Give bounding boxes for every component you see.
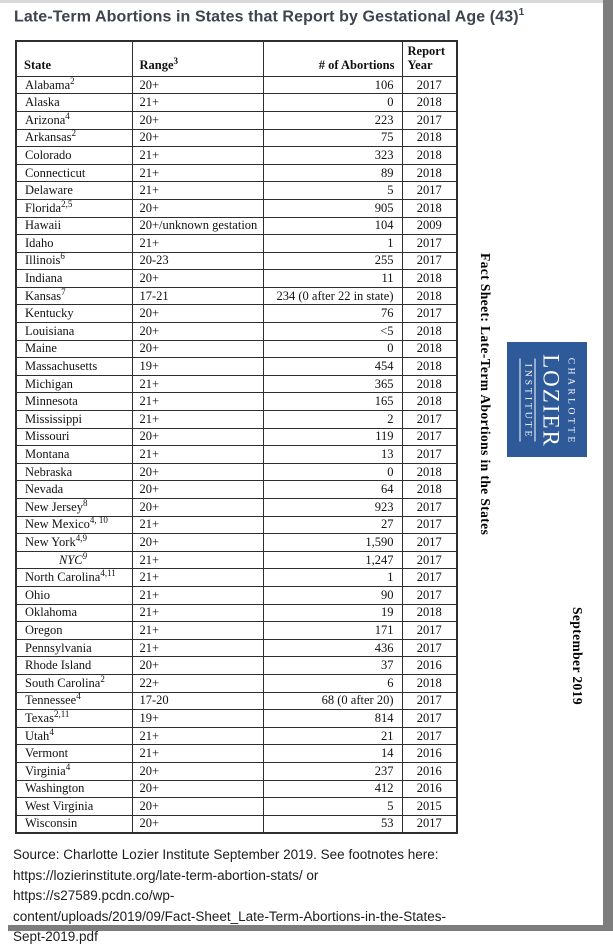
page-title <box>14 7 574 26</box>
state-cell: Texas$^{2,11}$ <box>16 710 132 728</box>
state-cell: NYC$^9$ <box>16 551 132 569</box>
page-title-footnote: 1 <box>518 7 525 18</box>
state-footnote: 4 <box>49 726 54 737</box>
range-cell: 21+ <box>132 164 263 182</box>
table-row <box>16 551 457 569</box>
report-year-cell: 2017 <box>402 111 457 129</box>
range-cell: 21+ <box>132 639 263 657</box>
table-row <box>16 217 457 235</box>
state-cell: Massachusetts <box>16 358 132 376</box>
state-footnote: 4 <box>65 761 71 772</box>
abortions-cell: 64 <box>263 481 402 499</box>
vertical-fact-sheet-title: Fact Sheet: Late-Term Abortions in the States <box>478 253 493 536</box>
state-footnote: 2 <box>70 75 75 86</box>
header-range-text: Range <box>139 57 174 72</box>
table-header-row <box>16 41 457 76</box>
charlotte-lozier-logo-text <box>507 342 587 457</box>
report-year-cell: 2018 <box>402 463 457 481</box>
table-row <box>16 358 457 376</box>
abortions-cell: 1,590 <box>263 534 402 552</box>
abortions-cell: 905 <box>263 199 402 217</box>
state-cell: New Jersey$^8$ <box>16 499 132 517</box>
state-cell: Hawaii <box>16 217 132 235</box>
state-cell: West Virginia <box>16 798 132 816</box>
state-cell: Tennessee$^4$ <box>16 692 132 710</box>
table-row <box>16 323 457 341</box>
state-cell: Kansas$^7$ <box>16 287 132 305</box>
table-row <box>16 463 457 481</box>
abortions-cell: 1,247 <box>263 551 402 569</box>
report-year-cell: 2018 <box>402 340 457 358</box>
state-cell: Alabama$^2$ <box>16 76 132 94</box>
report-year-cell: 2018 <box>402 481 457 499</box>
report-year-cell: 2017 <box>402 639 457 657</box>
range-cell: 21+ <box>132 393 263 411</box>
source-note <box>13 845 483 948</box>
report-year-cell: 2017 <box>402 569 457 587</box>
abortions-cell: 106 <box>263 76 402 94</box>
abortions-cell: 1 <box>263 569 402 587</box>
range-cell: 21+ <box>132 182 263 200</box>
report-year-cell: 2017 <box>402 428 457 446</box>
state-cell: Colorado <box>16 147 132 165</box>
table-row <box>16 499 457 517</box>
report-year-cell: 2018 <box>402 674 457 692</box>
range-cell: 20+ <box>132 129 263 147</box>
report-year-cell: 2016 <box>402 657 457 675</box>
state-footnote: 2 <box>100 673 105 684</box>
table-row <box>16 569 457 587</box>
report-year-cell: 2017 <box>402 516 457 534</box>
report-year-cell: 2015 <box>402 798 457 816</box>
range-cell: 20+ <box>132 270 263 288</box>
abortions-cell: 90 <box>263 586 402 604</box>
page-title-text: Late-Term Abortions in States that Report by Gestational Age (43) <box>14 8 519 26</box>
logo-charlotte-text: CHARLOTTE <box>565 357 575 446</box>
table-row <box>16 657 457 675</box>
header-range-footnote: 3 <box>173 55 179 66</box>
state-cell: Missouri <box>16 428 132 446</box>
table-row <box>16 534 457 552</box>
table-row <box>16 252 457 270</box>
abortions-cell: 255 <box>263 252 402 270</box>
range-cell: 20+ <box>132 428 263 446</box>
report-year-cell: 2017 <box>402 76 457 94</box>
table-row <box>16 586 457 604</box>
state-cell: Illinois$^6$ <box>16 252 132 270</box>
report-year-cell: 2017 <box>402 815 457 833</box>
abortions-cell: 14 <box>263 745 402 763</box>
range-cell: 21+ <box>132 516 263 534</box>
source-line: https://lozierinstitute.org/late-term-abortion-stats/ or https://s27589.pcdn.co/wp- <box>13 867 319 903</box>
state-cell: Nevada <box>16 481 132 499</box>
source-line: Sept-2019.pdf <box>13 929 98 944</box>
table-row <box>16 375 457 393</box>
table-row <box>16 446 457 464</box>
state-footnote: 7 <box>61 286 66 297</box>
state-footnote: 6 <box>60 251 65 262</box>
state-footnote: 2,5 <box>61 198 73 209</box>
report-year-cell: 2017 <box>402 551 457 569</box>
state-cell: Oklahoma <box>16 604 132 622</box>
report-year-cell: 2018 <box>402 199 457 217</box>
state-cell: Utah$^4$ <box>16 727 132 745</box>
abortions-cell: 37 <box>263 657 402 675</box>
header-range <box>132 41 263 76</box>
report-year-cell: 2009 <box>402 217 457 235</box>
header-state: State <box>16 41 132 76</box>
logo-institute-text: INSTITUTE <box>519 358 535 441</box>
table-row <box>16 762 457 780</box>
state-cell: Vermont <box>16 745 132 763</box>
abortions-cell: 19 <box>263 604 402 622</box>
table-row <box>16 164 457 182</box>
range-cell: 21+ <box>132 446 263 464</box>
abortions-cell: 171 <box>263 622 402 640</box>
report-year-cell: 2017 <box>402 305 457 323</box>
abortions-cell: 436 <box>263 639 402 657</box>
table-row <box>16 622 457 640</box>
abortions-cell: 365 <box>263 375 402 393</box>
state-footnote: 4 <box>76 691 81 702</box>
range-cell: 20+ <box>132 323 263 341</box>
table-row <box>16 111 457 129</box>
range-cell: 21+ <box>132 622 263 640</box>
range-cell: 21+ <box>132 375 263 393</box>
report-year-cell: 2018 <box>402 270 457 288</box>
abortions-cell: 454 <box>263 358 402 376</box>
report-year-cell: 2017 <box>402 692 457 710</box>
state-cell: Maine <box>16 340 132 358</box>
abortions-cell: 13 <box>263 446 402 464</box>
report-year-cell: 2018 <box>402 287 457 305</box>
state-footnote: 4,11 <box>100 568 116 579</box>
state-cell: Delaware <box>16 182 132 200</box>
range-cell: 20+ <box>132 305 263 323</box>
range-cell: 17-20 <box>132 692 263 710</box>
abortions-cell: 0 <box>263 340 402 358</box>
range-cell: 21+ <box>132 569 263 587</box>
report-year-cell: 2018 <box>402 393 457 411</box>
range-cell: 20+ <box>132 111 263 129</box>
state-cell: North Carolina$^{4,11}$ <box>16 569 132 587</box>
table-body <box>16 76 457 833</box>
state-cell: New York$^{4,9}$ <box>16 534 132 552</box>
table-row <box>16 604 457 622</box>
source-line: Source: Charlotte Lozier Institute September 2019. See footnotes here: <box>13 847 439 862</box>
report-year-cell: 2018 <box>402 323 457 341</box>
range-cell: 21+ <box>132 94 263 112</box>
range-cell: 22+ <box>132 674 263 692</box>
range-cell: 19+ <box>132 710 263 728</box>
state-cell: Washington <box>16 780 132 798</box>
table-row <box>16 639 457 657</box>
range-cell: 20+ <box>132 499 263 517</box>
table-row <box>16 305 457 323</box>
abortions-cell: 5 <box>263 182 402 200</box>
source-line: content/uploads/2019/09/Fact-Sheet_Late-Term-Abortions-in-the-States- <box>13 908 446 924</box>
abortions-cell: 76 <box>263 305 402 323</box>
range-cell: 21+ <box>132 745 263 763</box>
vertical-date-label: September 2019 <box>570 607 585 705</box>
report-year-cell: 2016 <box>402 762 457 780</box>
range-cell: 20+ <box>132 481 263 499</box>
table-row <box>16 76 457 94</box>
range-cell: 21+ <box>132 586 263 604</box>
report-year-cell: 2017 <box>402 727 457 745</box>
range-cell: 20+ <box>132 76 263 94</box>
abortions-cell: 412 <box>263 780 402 798</box>
state-cell: Virginia$^4$ <box>16 762 132 780</box>
state-cell: Kentucky <box>16 305 132 323</box>
table-row <box>16 270 457 288</box>
range-cell: 20+ <box>132 780 263 798</box>
state-cell: Montana <box>16 446 132 464</box>
range-cell: 21+ <box>132 727 263 745</box>
abortions-cell: 68 (0 after 20) <box>263 692 402 710</box>
abortions-cell: 75 <box>263 129 402 147</box>
report-year-cell: 2017 <box>402 622 457 640</box>
report-year-cell: 2016 <box>402 745 457 763</box>
report-year-cell: 2017 <box>402 252 457 270</box>
range-cell: 21+ <box>132 551 263 569</box>
range-cell: 21+ <box>132 604 263 622</box>
state-cell: Idaho <box>16 235 132 253</box>
range-cell: 20+ <box>132 340 263 358</box>
table-row <box>16 411 457 429</box>
abortions-cell: 11 <box>263 270 402 288</box>
range-cell: 21+ <box>132 411 263 429</box>
state-footnote: 4 <box>65 110 70 121</box>
table-row <box>16 815 457 833</box>
table-row <box>16 129 457 147</box>
state-cell: Oregon <box>16 622 132 640</box>
range-cell: 20+ <box>132 657 263 675</box>
report-year-cell: 2018 <box>402 129 457 147</box>
table-row <box>16 745 457 763</box>
range-cell: 21+ <box>132 147 263 165</box>
report-year-cell: 2018 <box>402 147 457 165</box>
abortions-table <box>15 40 458 834</box>
abortions-cell: 6 <box>263 674 402 692</box>
state-cell: Indiana <box>16 270 132 288</box>
report-year-cell: 2018 <box>402 375 457 393</box>
abortions-cell: 923 <box>263 499 402 517</box>
state-footnote: 8 <box>82 497 88 508</box>
range-cell: 17-21 <box>132 287 263 305</box>
charlotte-lozier-logo <box>507 342 587 457</box>
report-year-cell: 2017 <box>402 235 457 253</box>
table-row <box>16 780 457 798</box>
state-footnote: 2 <box>71 128 77 139</box>
state-cell: Florida$^{2,5}$ <box>16 199 132 217</box>
abortions-cell: 814 <box>263 710 402 728</box>
abortions-cell: 237 <box>263 762 402 780</box>
table-row <box>16 147 457 165</box>
state-footnote: 4,9 <box>75 532 87 543</box>
state-cell: Arkansas$^2$ <box>16 129 132 147</box>
state-cell: Alaska <box>16 94 132 112</box>
state-cell: Wisconsin <box>16 815 132 833</box>
report-year-cell: 2018 <box>402 94 457 112</box>
table-row <box>16 692 457 710</box>
range-cell: 20+ <box>132 463 263 481</box>
range-cell: 19+ <box>132 358 263 376</box>
state-cell: Louisiana <box>16 323 132 341</box>
report-year-cell: 2017 <box>402 534 457 552</box>
report-year-cell: 2017 <box>402 182 457 200</box>
state-cell: Minnesota <box>16 393 132 411</box>
state-footnote: 4, 10 <box>89 515 108 526</box>
state-cell: Rhode Island <box>16 657 132 675</box>
range-cell: 20+ <box>132 798 263 816</box>
abortions-cell: 323 <box>263 147 402 165</box>
report-year-cell: 2017 <box>402 499 457 517</box>
abortions-cell: 1 <box>263 235 402 253</box>
table-row <box>16 182 457 200</box>
table-row <box>16 199 457 217</box>
report-year-cell: 2018 <box>402 358 457 376</box>
abortions-cell: 234 (0 after 22 in state) <box>263 287 402 305</box>
header-report-year: Report Year <box>402 41 457 76</box>
table-row <box>16 798 457 816</box>
table-row <box>16 710 457 728</box>
report-year-cell: 2017 <box>402 446 457 464</box>
range-cell: 20+ <box>132 534 263 552</box>
range-cell: 20+/unknown gestation <box>132 217 263 235</box>
table-row <box>16 727 457 745</box>
range-cell: 21+ <box>132 235 263 253</box>
abortions-cell: 89 <box>263 164 402 182</box>
table-row <box>16 340 457 358</box>
header-abortions: # of Abortions <box>263 41 402 76</box>
state-cell: Mississippi <box>16 411 132 429</box>
range-cell: 20+ <box>132 815 263 833</box>
state-footnote: 9 <box>82 550 88 561</box>
abortions-cell: 165 <box>263 393 402 411</box>
range-cell: 20+ <box>132 762 263 780</box>
abortions-cell: 27 <box>263 516 402 534</box>
abortions-cell: 0 <box>263 94 402 112</box>
table-row <box>16 94 457 112</box>
abortions-cell: 223 <box>263 111 402 129</box>
table-row <box>16 235 457 253</box>
abortions-cell: 2 <box>263 411 402 429</box>
range-cell: 20-23 <box>132 252 263 270</box>
range-cell: 20+ <box>132 199 263 217</box>
state-cell: Connecticut <box>16 164 132 182</box>
report-year-cell: 2018 <box>402 164 457 182</box>
table-row <box>16 393 457 411</box>
state-cell: Ohio <box>16 586 132 604</box>
table-row <box>16 516 457 534</box>
report-year-cell: 2018 <box>402 604 457 622</box>
right-border-strip <box>603 0 613 931</box>
state-cell: Pennsylvania <box>16 639 132 657</box>
table-row <box>16 287 457 305</box>
state-cell: South Carolina$^2$ <box>16 674 132 692</box>
table-row <box>16 428 457 446</box>
state-cell: New Mexico$^{4, 10}$ <box>16 516 132 534</box>
abortions-cell: 0 <box>263 463 402 481</box>
abortions-cell: 53 <box>263 815 402 833</box>
table-row <box>16 674 457 692</box>
abortions-cell: 21 <box>263 727 402 745</box>
abortions-cell: 104 <box>263 217 402 235</box>
report-year-cell: 2016 <box>402 780 457 798</box>
abortions-cell: 5 <box>263 798 402 816</box>
report-year-cell: 2017 <box>402 710 457 728</box>
table-row <box>16 481 457 499</box>
logo-lozier-text: LOZIER <box>538 353 563 448</box>
report-year-cell: 2017 <box>402 411 457 429</box>
report-year-cell: 2017 <box>402 586 457 604</box>
abortions-cell: 119 <box>263 428 402 446</box>
state-cell: Michigan <box>16 375 132 393</box>
top-border-strip <box>0 0 613 3</box>
state-cell: Arizona$^4$ <box>16 111 132 129</box>
state-cell: Nebraska <box>16 463 132 481</box>
state-footnote: 2,11 <box>53 708 70 719</box>
abortions-cell: <5 <box>263 323 402 341</box>
